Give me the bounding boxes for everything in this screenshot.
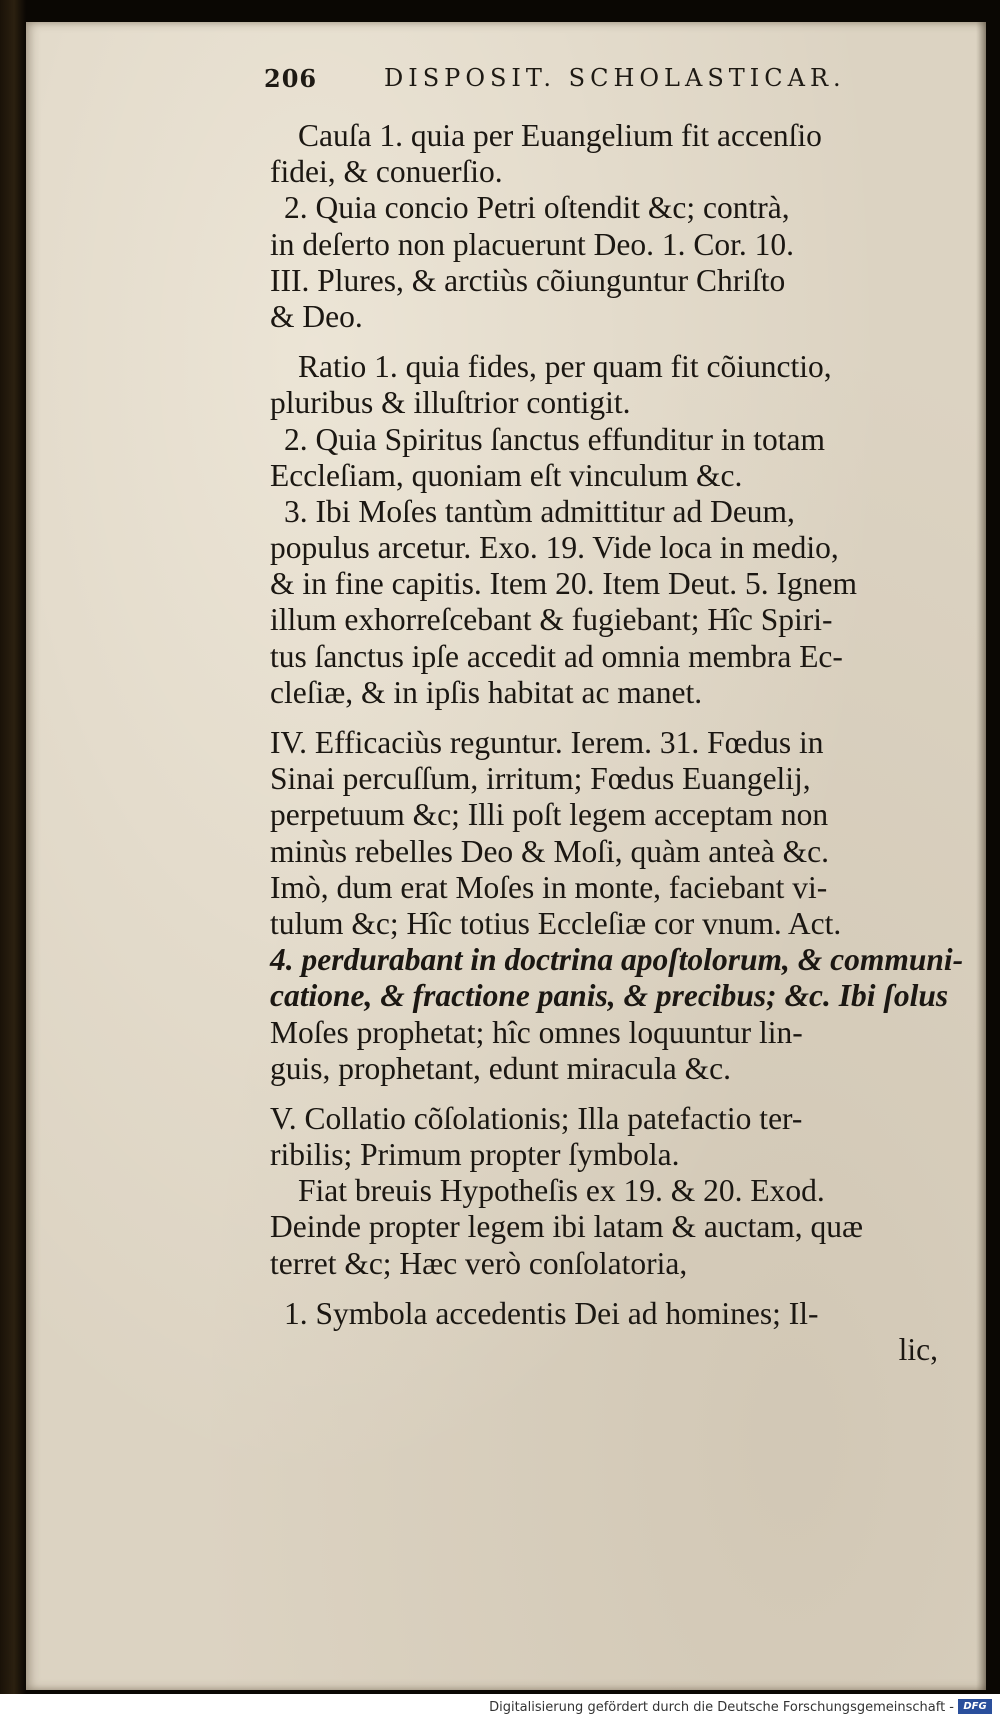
text-line: perpetuum &c; Illi poſt legem acceptam non xyxy=(270,797,829,833)
text-line: pluribus & illuſtrior contigit. xyxy=(270,385,631,421)
funding-credit: Digitalisierung gefördert durch die Deutsche Forschungsgemeinschaft - xyxy=(489,1700,954,1715)
text-line: V. Collatio cõſolationis; Illa patefactio ter- xyxy=(270,1100,803,1136)
binding-shadow xyxy=(976,22,986,1690)
text-line: minùs rebelles Deo & Moſi, quàm anteà &c. xyxy=(270,833,829,869)
text-line: Imò, dum erat Moſes in monte, faciebant vi- xyxy=(270,869,828,905)
text-line-italic: 4. perdurabant in doctrina apoſtolorum, & communi- xyxy=(270,942,964,978)
running-head xyxy=(264,64,924,104)
text-line: illum exhorreſcebant & fugiebant; Hîc Spiri- xyxy=(270,602,833,638)
text-line: in deſerto non placuerunt Deo. 1. Cor. 10. xyxy=(270,226,795,262)
text-line: Fiat breuis Hypotheſis ex 19. & 20. Exod. xyxy=(298,1173,825,1209)
text-line-italic: catione, & fractione panis, & precibus; &c. Ibi ſolus xyxy=(270,978,949,1014)
text-line: 3. Ibi Moſes tantùm admittitur ad Deum, xyxy=(284,493,795,529)
text-line: IV. Efficaciùs reguntur. Ierem. 31. Fœdus in xyxy=(270,725,824,760)
running-title: DISPOSIT. SCHOLASTICAR. xyxy=(384,64,846,92)
text-line: Eccleſiam, quoniam eſt vinculum &c. xyxy=(270,457,743,493)
text-line: tus ſanctus ipſe accedit ad omnia membra Ec- xyxy=(270,638,843,674)
text-line: ribilis; Primum propter ſymbola. xyxy=(270,1137,680,1173)
text-line: guis, prophetant, edunt miracula &c. xyxy=(270,1050,731,1086)
text-line: 2. Quia Spiritus ſanctus effunditur in totam xyxy=(284,421,825,457)
text-line: terret &c; Hæc verò conſolatoria, xyxy=(270,1245,688,1281)
body-text xyxy=(270,118,964,1368)
text-line: 2. Quia concio Petri oſtendit &c; contrà, xyxy=(284,190,790,226)
text-line: & Deo. xyxy=(270,298,363,334)
text-line: III. Plures, & arctiùs cõiunguntur Chriſto xyxy=(270,262,786,298)
text-line: populus arcetur. Exo. 19. Vide loca in medio, xyxy=(270,530,839,566)
text-line: Cauſa 1. quia per Euangelium fit accenſio xyxy=(298,118,822,153)
footer-bar xyxy=(0,1694,1000,1718)
text-line: fidei, & conuerſio. xyxy=(270,154,503,190)
text-line: & in fine capitis. Item 20. Item Deut. 5. Ignem xyxy=(270,566,857,602)
page-number: 206 xyxy=(264,64,318,93)
dfg-logo-icon: DFG xyxy=(958,1699,992,1714)
text-line: Ratio 1. quia fides, per quam fit cõiunctio, xyxy=(298,349,832,385)
text-line: Moſes prophetat; hîc omnes loquuntur lin- xyxy=(270,1014,803,1050)
text-line: Sinai percuſſum, irritum; Fœdus Euangelij, xyxy=(270,761,811,797)
text-line: cleſiæ, & in ipſis habitat ac manet. xyxy=(270,674,703,710)
text-line: 1. Symbola accedentis Dei ad homines; Il- xyxy=(284,1295,819,1331)
text-line: tulum &c; Hîc totius Eccleſiæ cor vnum. Act. xyxy=(270,905,842,941)
text-line: Deinde propter legem ibi latam & auctam, quæ xyxy=(270,1209,864,1245)
catchword: lic, xyxy=(898,1332,938,1367)
